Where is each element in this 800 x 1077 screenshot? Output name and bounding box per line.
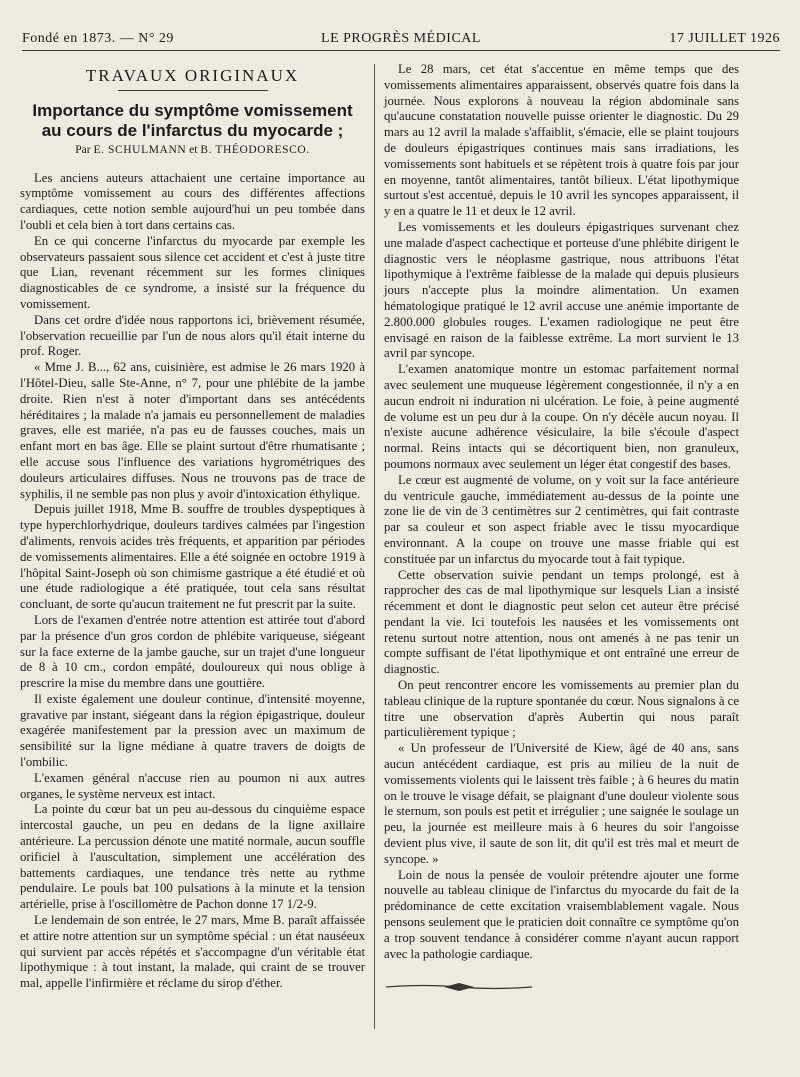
paragraph: « Un professeur de l'Université de Kiew, âgé de 40 ans, sans aucun antécédent cardiaque, est pris au milieu de la nuit de vomissements violents qui le laissent très faible ; à 6 heures du matin on le trouve le visage défait, se plaignant d'une douleur violente sous le sternum, son pouls est petit et irrégulier ; une saignée le soulage un peu, la journée est meilleure mais à 6 heures du soir l'angoisse devient plus vive, il saute de son lit, dit qu'il est très mal et meurt de syncope. » [384, 741, 739, 866]
paragraph: Les anciens auteurs attachaient une certaine importance au symptôme vomissement au cours des différentes affections cardiaques, cette notion semble aujourd'hui un peu tombée dans l'oubli et cela bien à tort dans certains cas. [20, 170, 365, 232]
paragraph: L'examen anatomique montre un estomac parfaitement normal avec seulement une muqueuse légèrement congestionnée, il n'y a en aucun endroit ni induration ni ulcération. Le foie, à peine augmenté de volume est un peu dur à la coupe. On n'y décèle aucun noyau. Il n'existe aucune adhérence vésiculaire, la bile s'écoule d'aspect normal. Reins intacts qui se décortiquent bien, non granuleux, poumons normaux avec seulement un léger état congestif des bases. [384, 362, 739, 471]
right-column [384, 62, 739, 999]
paragraph: Le lendemain de son entrée, le 27 mars, Mme B. paraît affaissée et attire notre attention sur un symptôme spécial : un état nauséeux qui survient par accès répétés et s'accompagne d'un véritable état lipothymique : à tout instant, la malade, qui craint de se trouver mal, appelle l'infirmière et réclame du sirop d'éther. [20, 913, 365, 991]
column-divider [374, 64, 375, 1029]
paragraph: Le 28 mars, cet état s'accentue en même temps que des vomissements alimentaires apparaissent, observés quatre fois dans la journée. Nous explorons à nouveau la région abdominale sans qu'aucune constatation nouvelle puisse orienter le diagnostic. Du 29 mars au 12 avril la malade s'affaiblit, s'émacie, elle se plaint toujours de douleurs épigastriques continues mais sans irradiations, les vomissements sont habituels et se répètent trois à quatre fois par jour en moyenne, tantôt alimentaires, tantôt bilieux. L'état lipothymique surtout s'est accentué, depuis le 10 avril les syncopes apparaissent, il y en a quatre le 11 et deux le 12 avril. [384, 62, 739, 219]
paragraph: Depuis juillet 1918, Mme B. souffre de troubles dyspeptiques à type hyperchlorhydrique, douleurs tardives calmées par l'ingestion d'aliments, renvois acides très fréquents, et apparition par périodes de vomissements alimentaires. Elle a été soignée en octobre 1919 à l'hôpital Saint-Joseph où son chimisme gastrique a été étudié et où une étude radiologique a été pratiquée, tout cela sans résultat concluant, de sorte qu'aucun traitement ne fut prescrit par la suite. [20, 502, 365, 612]
paragraph: Cette observation suivie pendant un temps prolongé, est à rapprocher des cas de mal lipothymique sur lesquels Lian a insisté récemment et dont le diagnostic peut selon cet auteur être précisé pendant la vie. Ici toutefois les nausées et les vomissements ont retenu surtout notre attention, nous ont amenés à ne pas tenir un compte suffisant de l'état lipothymique et ont entraîné une erreur de diagnostic. [384, 567, 739, 677]
paragraph: Les vomissements et les douleurs épigastriques survenant chez une malade d'aspect cachectique et porteuse d'une phlébite dirigent le diagnostic vers le néoplasme gastrique, nous attribuons l'état lipothymique à l'extrême faiblesse de la malade qui depuis plusieurs jours n'accepte plus la moindre alimentation. Un examen hématologique pratiqué le 12 avril accuse une anémie importante de 2.800.000 globules rouges. L'examen radiologique ne peut être envisagé en raison de la faiblesse extrême. La mort survient le 13 avril par syncope. [384, 219, 739, 361]
header-date: 17 JUILLET 1926 [669, 31, 780, 46]
paragraph: En ce qui concerne l'infarctus du myocarde par exemple les observateurs passaient sous silence cet accident et c'est à juste titre que Lian, revenant récemment sur les formes cliniques diagnosticables de ce syndrome, a insisté sur la fréquence du vomissement. [20, 233, 365, 311]
paragraph: Il existe également une douleur continue, d'intensité moyenne, gravative par instant, siégeant dans la région épigastrique, douleur exagérée manifestement par la pression avec un maximum de sensibilité sur la ligne médiane à quatre travers de doigts de l'ombilic. [20, 691, 365, 770]
article-title-line2: au cours de l'infarctus du myocarde ; [41, 120, 344, 140]
running-header [22, 28, 780, 50]
paragraph: La pointe du cœur bat un peu au-dessous du cinquième espace intercostal gauche, un peu en dedans de la ligne axillaire antérieure. La percussion dénote une matité normale, aucun souffle orificiel à l'auscultation, simplement une accélération des battements cardiaques, une tendance très nette au rythme pendulaire. Le pouls bat 100 pulsations à la minute et la tension artérielle, prise à l'oscillomètre de Pachon donne 17 1/2-9. [20, 802, 365, 912]
paragraph: Lors de l'examen d'entrée notre attention est attirée tout d'abord par la présence d'un gros cordon de phlébite variqueuse, siégeant sur la face externe de la jambe gauche, sur un trajet d'une longueur de 8 à 10 cm., cordon empâté, douloureux qui nous oblige à prescrire la mise du membre dans une gouttière. [20, 612, 365, 691]
section-title: TRAVAUX ORIGINAUX [85, 66, 300, 85]
paragraph: Le cœur est augmenté de volume, on y voit sur la face antérieure du ventricule gauche, immédiatement au-dessus de la pointe une zone lie de vin de 3 centimètres sur 2 centimètres, qui fait contraste par sa couleur et son aspect friable avec le tissu myocardique environnant. A la coupe on trouve une masse friable qui est constituée par un infarctus du myocarde tout à fait typique. [384, 472, 739, 566]
paragraph: « Mme J. B..., 62 ans, cuisinière, est admise le 26 mars 1920 à l'Hôtel-Dieu, salle Ste-Anne, n° 7, pour une phlébite de la jambe droite. Rien n'est à noter d'important dans ses antécédents héréditaires ; la malade n'a jamais eu personnellement de maladies graves, elle est mariée, n'a pas eu de fausses couches, mais un enfant mort en bas âge. Elle se plaint surtout d'être rhumatisante ; elle accuse sous l'influence des variations hygrométriques des douleurs articulaires diffuses. Nous ne trouvons pas de trace de syphilis, il ne semble pas non plus y avoir d'intoxication éthylique. [20, 360, 365, 501]
paragraph: On peut rencontrer encore les vomissements au premier plan du tableau clinique de la rupture spontanée du cœur. Nous signalons à ce titre une observation d'après Aubertin qui nous paraît particulièrement typique ; [384, 678, 739, 740]
journal-title: LE PROGRÈS MÉDICAL [321, 31, 481, 46]
end-ornament [384, 980, 534, 994]
article-title [20, 101, 365, 141]
header-founded: Fondé en 1873. — N° 29 [22, 31, 174, 46]
byline-prefix: Par [75, 143, 91, 156]
author-2: B. THÉODORESCO. [200, 143, 310, 156]
section-rule [118, 90, 268, 91]
byline-and: et [189, 143, 198, 156]
paragraph: Loin de nous la pensée de vouloir prétendre ajouter une forme nouvelle au tableau clinique de l'infarctus du myocarde du fait de la prédominance de cette excitation vraisemblablement vagale. Nous pensons seulement que le praticien doit connaître ce symptôme qu'on a trop souvent tendance à considérer comme n'ayant aucun rapport avec la pathologie cardiaque. [384, 867, 739, 961]
paragraph: Dans cet ordre d'idée nous rapportons ici, brièvement résumée, l'observation recueillie par l'un de nous alors qu'il était interne du prof. Roger. [20, 312, 365, 359]
left-column [20, 62, 365, 992]
author-1: E. SCHULMANN [93, 143, 187, 156]
header-rule [22, 50, 780, 51]
paragraph: L'examen général n'accuse rien au poumon ni aux autres organes, le système nerveux est intact. [20, 770, 365, 801]
byline [20, 143, 365, 159]
article-title-line1: Importance du symptôme vomissement [32, 100, 353, 120]
